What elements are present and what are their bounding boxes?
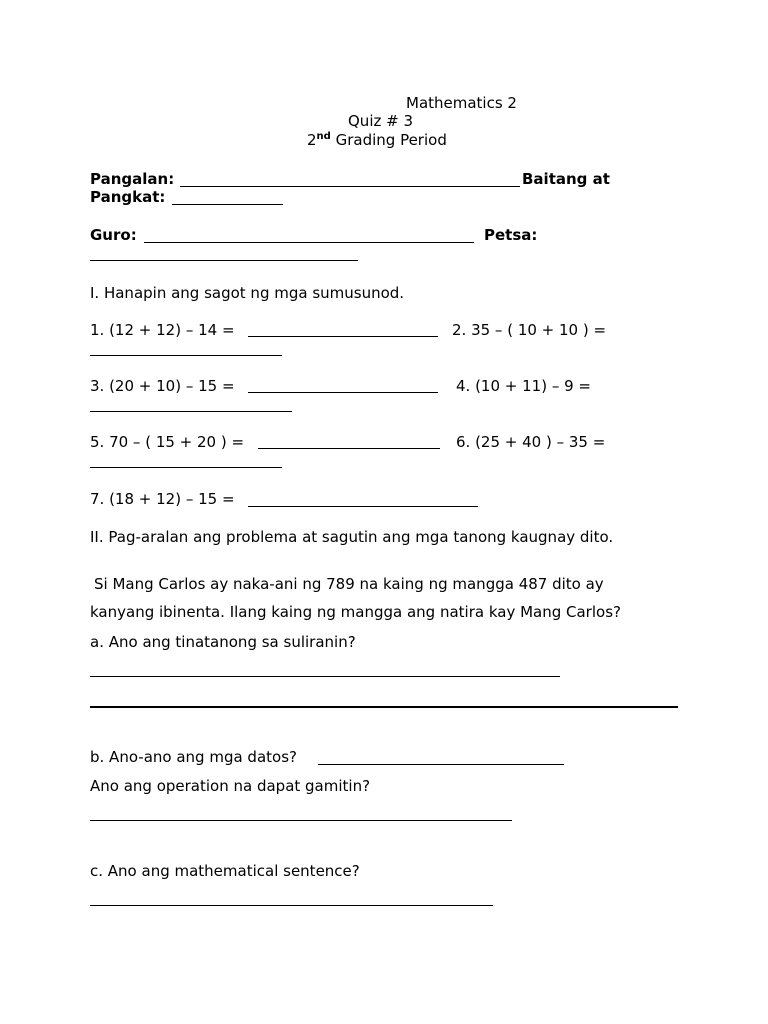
answer-blank-a2[interactable] bbox=[90, 706, 678, 708]
answer-blank-c[interactable] bbox=[90, 905, 493, 906]
question-b2: Ano ang operation na dapat gamitin? bbox=[90, 777, 371, 795]
question-2: 2. 35 – ( 10 + 10 ) = bbox=[452, 321, 607, 339]
part1-instruction: I. Hanapin ang sagot ng mga sumusunod. bbox=[90, 284, 405, 302]
question-1: 1. (12 + 12) – 14 = bbox=[90, 321, 235, 339]
answer-blank-4[interactable] bbox=[90, 411, 292, 412]
period-number: 2 bbox=[307, 131, 317, 149]
question-a: a. Ano ang tinatanong sa suliranin? bbox=[90, 633, 356, 651]
question-3: 3. (20 + 10) – 15 = bbox=[90, 377, 235, 395]
answer-blank-6[interactable] bbox=[90, 467, 282, 468]
answer-blank-b2[interactable] bbox=[90, 820, 512, 821]
date-blank[interactable] bbox=[90, 260, 358, 261]
name-blank[interactable] bbox=[180, 186, 520, 187]
section-blank[interactable] bbox=[172, 204, 283, 205]
question-5: 5. 70 – ( 15 + 20 ) = bbox=[90, 433, 245, 451]
question-b: b. Ano-ano ang mga datos? bbox=[90, 748, 297, 766]
period-superscript: nd bbox=[316, 131, 331, 142]
teacher-blank[interactable] bbox=[144, 242, 474, 243]
date-label: Petsa: bbox=[484, 226, 538, 244]
answer-blank-2[interactable] bbox=[90, 355, 282, 356]
answer-blank-1[interactable] bbox=[248, 336, 438, 337]
problem-text-line-2: kanyang ibinenta. Ilang kaing ng mangga ang natira kay Mang Carlos? bbox=[90, 603, 621, 621]
grade-label-2: Pangkat: bbox=[90, 188, 166, 206]
answer-blank-b[interactable] bbox=[318, 764, 564, 765]
quiz-number: Quiz # 3 bbox=[348, 112, 414, 130]
grading-period bbox=[307, 131, 447, 149]
answer-blank-5[interactable] bbox=[258, 448, 440, 449]
grade-label-1: Baitang at bbox=[522, 170, 610, 188]
subject-title: Mathematics 2 bbox=[406, 94, 517, 112]
question-6: 6. (25 + 40 ) – 35 = bbox=[456, 433, 606, 451]
question-7: 7. (18 + 12) – 15 = bbox=[90, 490, 235, 508]
name-label: Pangalan: bbox=[90, 170, 175, 188]
answer-blank-a1[interactable] bbox=[90, 676, 560, 677]
question-4: 4. (10 + 11) – 9 = bbox=[456, 377, 591, 395]
question-c: c. Ano ang mathematical sentence? bbox=[90, 862, 360, 880]
teacher-label: Guro: bbox=[90, 226, 137, 244]
period-text: Grading Period bbox=[330, 131, 447, 149]
answer-blank-7[interactable] bbox=[248, 506, 478, 507]
answer-blank-3[interactable] bbox=[248, 392, 438, 393]
problem-text-line-1: Si Mang Carlos ay naka-ani ng 789 na kaing ng mangga 487 dito ay bbox=[94, 575, 604, 593]
part2-instruction: II. Pag-aralan ang problema at sagutin ang mga tanong kaugnay dito. bbox=[90, 528, 614, 546]
